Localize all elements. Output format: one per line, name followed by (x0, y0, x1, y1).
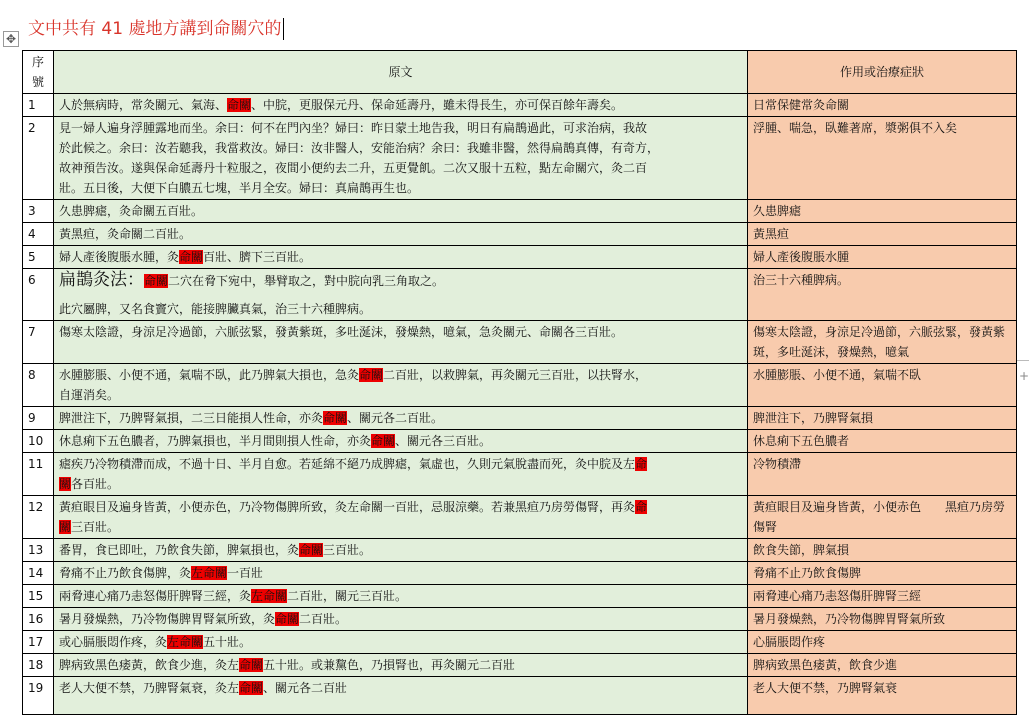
text-segment: 故神預告汝。遂與保命延壽丹十粒服之，夜間小便約去二升，五更覺飢。二次又服十五粒，點左命關穴，灸二百 (59, 161, 648, 175)
text-cursor (283, 18, 284, 40)
row-number[interactable]: 1 (23, 94, 54, 117)
text-line (59, 586, 742, 606)
text-segment: 脾泄注下，乃脾腎氣損，二三日能損人性命，亦灸 (59, 411, 324, 425)
highlighted-term: 命關 (144, 274, 169, 288)
table-row (23, 608, 1017, 631)
text-line (59, 678, 742, 698)
effect-cell[interactable]: 脾泄注下，乃脾腎氣損 (748, 407, 1017, 430)
add-column-icon[interactable]: + (1019, 369, 1029, 383)
original-text-cell[interactable] (54, 585, 748, 608)
table-row (23, 321, 1017, 364)
text-segment: 三百壯。 (323, 543, 372, 557)
original-text-cell[interactable] (54, 223, 748, 246)
original-text-cell[interactable] (54, 562, 748, 585)
row-number[interactable]: 2 (23, 117, 54, 200)
text-line (59, 201, 742, 221)
original-text-cell[interactable] (54, 608, 748, 631)
highlighted-term: 左命關 (251, 589, 288, 603)
table-row (23, 677, 1017, 715)
table-row (23, 453, 1017, 496)
row-number[interactable]: 18 (23, 654, 54, 677)
text-segment: 兩脅連心痛乃恚怒傷肝脾腎三經，灸 (59, 589, 252, 603)
text-segment: 脅痛不止乃飲食傷脾，灸 (59, 566, 192, 580)
text-segment: 水腫膨脹、小便不通，氣喘不臥，此乃脾氣大損也，急灸 (59, 368, 360, 382)
text-segment: 休息痢下五色膿者，乃脾氣損也，半月間則損人性命，亦灸 (59, 434, 372, 448)
highlighted-term: 左命關 (191, 566, 228, 580)
effect-cell[interactable]: 兩脅連心痛乃恚怒傷肝脾腎三經 (748, 585, 1017, 608)
text-segment: 壯。五日後，大便下白膿五七塊，半月全安。婦曰：真扁鵲再生也。 (59, 181, 420, 195)
text-segment: 久患脾瘧，灸命關五百壯。 (59, 204, 204, 218)
original-text-cell[interactable] (54, 631, 748, 654)
text-segment: 百壯、臍下三百壯。 (203, 250, 312, 264)
text-line (59, 655, 742, 675)
table-row (23, 200, 1017, 223)
table-row (23, 364, 1017, 407)
highlighted-term: 命關 (299, 543, 324, 557)
original-text-cell[interactable] (54, 94, 748, 117)
original-text-cell[interactable] (54, 430, 748, 453)
table-row (23, 407, 1017, 430)
original-text-cell[interactable] (54, 496, 748, 539)
text-line (59, 540, 742, 560)
text-segment: 三百壯。 (71, 520, 120, 534)
text-segment: 、關元各三百壯。 (395, 434, 492, 448)
header-effect: 作用或治療症狀 (748, 51, 1017, 94)
text-segment: 見一婦人遍身浮腫露地而坐。余曰：何不在門內坐？婦曰：昨日蒙土地告我，明日有扁鵲過此，可求治病，我故 (59, 121, 648, 135)
move-cross-icon[interactable]: ✥ (3, 31, 19, 47)
text-line (59, 247, 742, 267)
original-text-cell[interactable] (54, 407, 748, 430)
text-line (59, 138, 742, 158)
original-text-cell[interactable] (54, 677, 748, 715)
text-segment: 各百壯。 (71, 477, 120, 491)
original-text-cell[interactable] (54, 539, 748, 562)
row-number[interactable]: 4 (23, 223, 54, 246)
effect-cell[interactable]: 心膈脹悶作疼 (748, 631, 1017, 654)
table-row (23, 562, 1017, 585)
row-number[interactable]: 8 (23, 364, 54, 407)
highlighted-term: 關 (59, 520, 72, 534)
highlighted-term: 命關 (275, 612, 300, 626)
row-number[interactable]: 19 (23, 677, 54, 715)
table-header-row (23, 51, 1017, 94)
effect-cell[interactable]: 冷物積滯 (748, 453, 1017, 496)
text-line (59, 497, 742, 517)
original-text-cell[interactable] (54, 654, 748, 677)
table-row (23, 631, 1017, 654)
effect-cell[interactable]: 脾病致黑色痿黃，飲食少進 (748, 654, 1017, 677)
text-segment: 二穴在脅下宛中，舉臂取之，對中脘向乳三角取之。 (168, 274, 445, 288)
effect-cell[interactable]: 水腫膨脹、小便不通，氣喘不臥 (748, 364, 1017, 407)
table-row (23, 539, 1017, 562)
table-row (23, 430, 1017, 453)
text-segment: 二百壯，以救脾氣，再灸關元三百壯，以扶腎水， (383, 368, 648, 382)
effect-cell[interactable]: 黃黑疸 (748, 223, 1017, 246)
text-segment: 、關元各二百壯。 (347, 411, 444, 425)
original-text-cell[interactable] (54, 453, 748, 496)
highlighted-term: 關 (59, 477, 72, 491)
text-segment: 五十壯。或兼黧色，乃損腎也，再灸關元二百壯 (263, 658, 516, 672)
text-segment: 婦人產後腹脹水腫，灸 (59, 250, 180, 264)
highlighted-term: 命關 (371, 434, 396, 448)
text-segment: 此穴屬脾，又名食竇穴，能接脾臟真氣，治三十六種脾病。 (59, 302, 372, 316)
header-original-text: 原文 (54, 51, 748, 94)
effect-cell[interactable]: 暑月發燥熱，乃冷物傷脾胃腎氣所致 (748, 608, 1017, 631)
row-number[interactable]: 10 (23, 430, 54, 453)
text-segment: 五十壯。 (203, 635, 252, 649)
highlighted-term: 命 (635, 457, 648, 471)
text-line (59, 454, 742, 474)
heading-text: 文中共有 41 處地方講到命關穴的 (28, 19, 282, 39)
text-segment: 黃黑疸，灸命關二百壯。 (59, 227, 192, 241)
effect-cell[interactable]: 飲食失節，脾氣損 (748, 539, 1017, 562)
header-number: 序號 (23, 51, 54, 94)
effect-cell[interactable]: 浮腫、喘急，臥難著席，漿粥俱不入矣 (748, 117, 1017, 200)
text-line (59, 299, 742, 319)
effect-cell[interactable]: 久患脾瘧 (748, 200, 1017, 223)
text-line (59, 517, 742, 537)
table-edge-line (1017, 360, 1029, 361)
text-segment: 黃疸眼目及遍身皆黃，小便赤色，乃冷物傷脾所致，灸左命關一百壯，忌服涼藥。若兼黑疸乃房勞傷腎，再灸 (59, 500, 636, 514)
effect-cell[interactable]: 黃疸眼目及遍身皆黃，小便赤色 黑疸乃房勞傷腎 (748, 496, 1017, 539)
row-number[interactable]: 14 (23, 562, 54, 585)
table-row (23, 223, 1017, 246)
effect-cell[interactable]: 治三十六種脾病。 (748, 269, 1017, 321)
text-segment: 、關元各二百壯 (263, 681, 348, 695)
text-line (59, 365, 742, 385)
text-line (59, 385, 742, 405)
text-line (59, 474, 742, 494)
text-segment: 或心膈脹悶作疼，灸 (59, 635, 168, 649)
text-segment: 暑月發燥熱，乃冷物傷脾胃腎氣所致，灸 (59, 612, 276, 626)
acupoint-table (22, 50, 1017, 715)
effect-cell[interactable]: 脅痛不止乃飲食傷脾 (748, 562, 1017, 585)
text-line (59, 95, 742, 115)
text-line (59, 408, 742, 428)
highlighted-term: 命關 (239, 681, 264, 695)
row-number[interactable]: 7 (23, 321, 54, 364)
row-number[interactable]: 6 (23, 269, 54, 321)
row-number[interactable]: 13 (23, 539, 54, 562)
row-number[interactable]: 3 (23, 200, 54, 223)
row-number[interactable]: 15 (23, 585, 54, 608)
text-line (59, 322, 742, 342)
original-text-cell[interactable] (54, 117, 748, 200)
highlighted-term: 命關 (323, 411, 348, 425)
row-number[interactable]: 17 (23, 631, 54, 654)
text-segment: 於此候之。余曰：汝若聽我，我當救汝。婦曰：汝非醫人，安能治病？余曰：我雖非醫，然得扁鵲真傳，有奇方， (59, 141, 660, 155)
text-segment: 二百壯。 (299, 612, 348, 626)
text-line (144, 274, 444, 288)
row-number[interactable]: 5 (23, 246, 54, 269)
highlighted-term: 左命關 (167, 635, 204, 649)
text-segment: 、中脘，更服保元丹、保命延壽丹，雖未得長生，亦可保百餘年壽矣。 (251, 98, 624, 112)
original-text-cell[interactable] (54, 246, 748, 269)
table-row (23, 654, 1017, 677)
table-row (23, 269, 1017, 321)
text-line (59, 563, 742, 583)
row-number[interactable]: 12 (23, 496, 54, 539)
text-line (59, 431, 742, 451)
text-segment: 二百壯，關元三百壯。 (287, 589, 408, 603)
original-text-cell[interactable] (54, 200, 748, 223)
table-row (23, 585, 1017, 608)
text-segment: 傷寒太陰證，身涼足冷過節，六脈弦緊，發黃紫斑，多吐涎沫，發燥熱，噫氣，急灸關元、命關各三百壯。 (59, 325, 624, 339)
row-number[interactable]: 16 (23, 608, 54, 631)
text-segment: 脾病致黑色痿黃，飲食少進，灸左 (59, 658, 240, 672)
highlighted-term: 命關 (239, 658, 264, 672)
text-line (59, 178, 742, 198)
text-segment: 一百壯 (227, 566, 264, 580)
effect-cell[interactable]: 休息痢下五色膿者 (748, 430, 1017, 453)
text-segment: 老人大便不禁，乃脾腎氣衰，灸左 (59, 681, 240, 695)
section-lead-text: 扁鵲灸法： (59, 270, 144, 290)
effect-cell[interactable]: 婦人產後腹脹水腫 (748, 246, 1017, 269)
original-text-cell[interactable] (54, 321, 748, 364)
text-line (59, 609, 742, 629)
text-segment: 人於無病時，常灸關元、氣海、 (59, 98, 228, 112)
row-number[interactable]: 11 (23, 453, 54, 496)
highlighted-term: 命關 (359, 368, 384, 382)
row-number[interactable]: 9 (23, 407, 54, 430)
highlighted-term: 命關 (227, 98, 252, 112)
text-segment: 自運消矣。 (59, 388, 120, 402)
effect-cell[interactable]: 日常保健常灸命關 (748, 94, 1017, 117)
table-row (23, 117, 1017, 200)
table-row (23, 94, 1017, 117)
text-line (59, 158, 742, 178)
effect-cell[interactable]: 老人大便不禁，乃脾腎氣衰 (748, 677, 1017, 715)
table-row (23, 496, 1017, 539)
original-text-cell[interactable] (54, 269, 748, 321)
text-segment: 番胃，食已即吐，乃飲食失節，脾氣損也，灸 (59, 543, 300, 557)
highlighted-term: 命關 (179, 250, 204, 264)
original-text-cell[interactable] (54, 364, 748, 407)
table-row (23, 246, 1017, 269)
text-segment: 瘧疾乃冷物積滯而成，不過十日、半月自愈。若延綿不絕乃成脾瘧，氣虛也，久則元氣脫盡而死，灸中脘及左 (59, 457, 636, 471)
text-line (59, 118, 742, 138)
highlighted-term: 命 (635, 500, 648, 514)
document-heading[interactable] (28, 16, 284, 42)
effect-cell[interactable]: 傷寒太陰證，身涼足冷過節，六脈弦緊，發黃紫斑，多吐涎沫，發燥熱，噫氣 (748, 321, 1017, 364)
text-line (59, 632, 742, 652)
text-line (59, 224, 742, 244)
